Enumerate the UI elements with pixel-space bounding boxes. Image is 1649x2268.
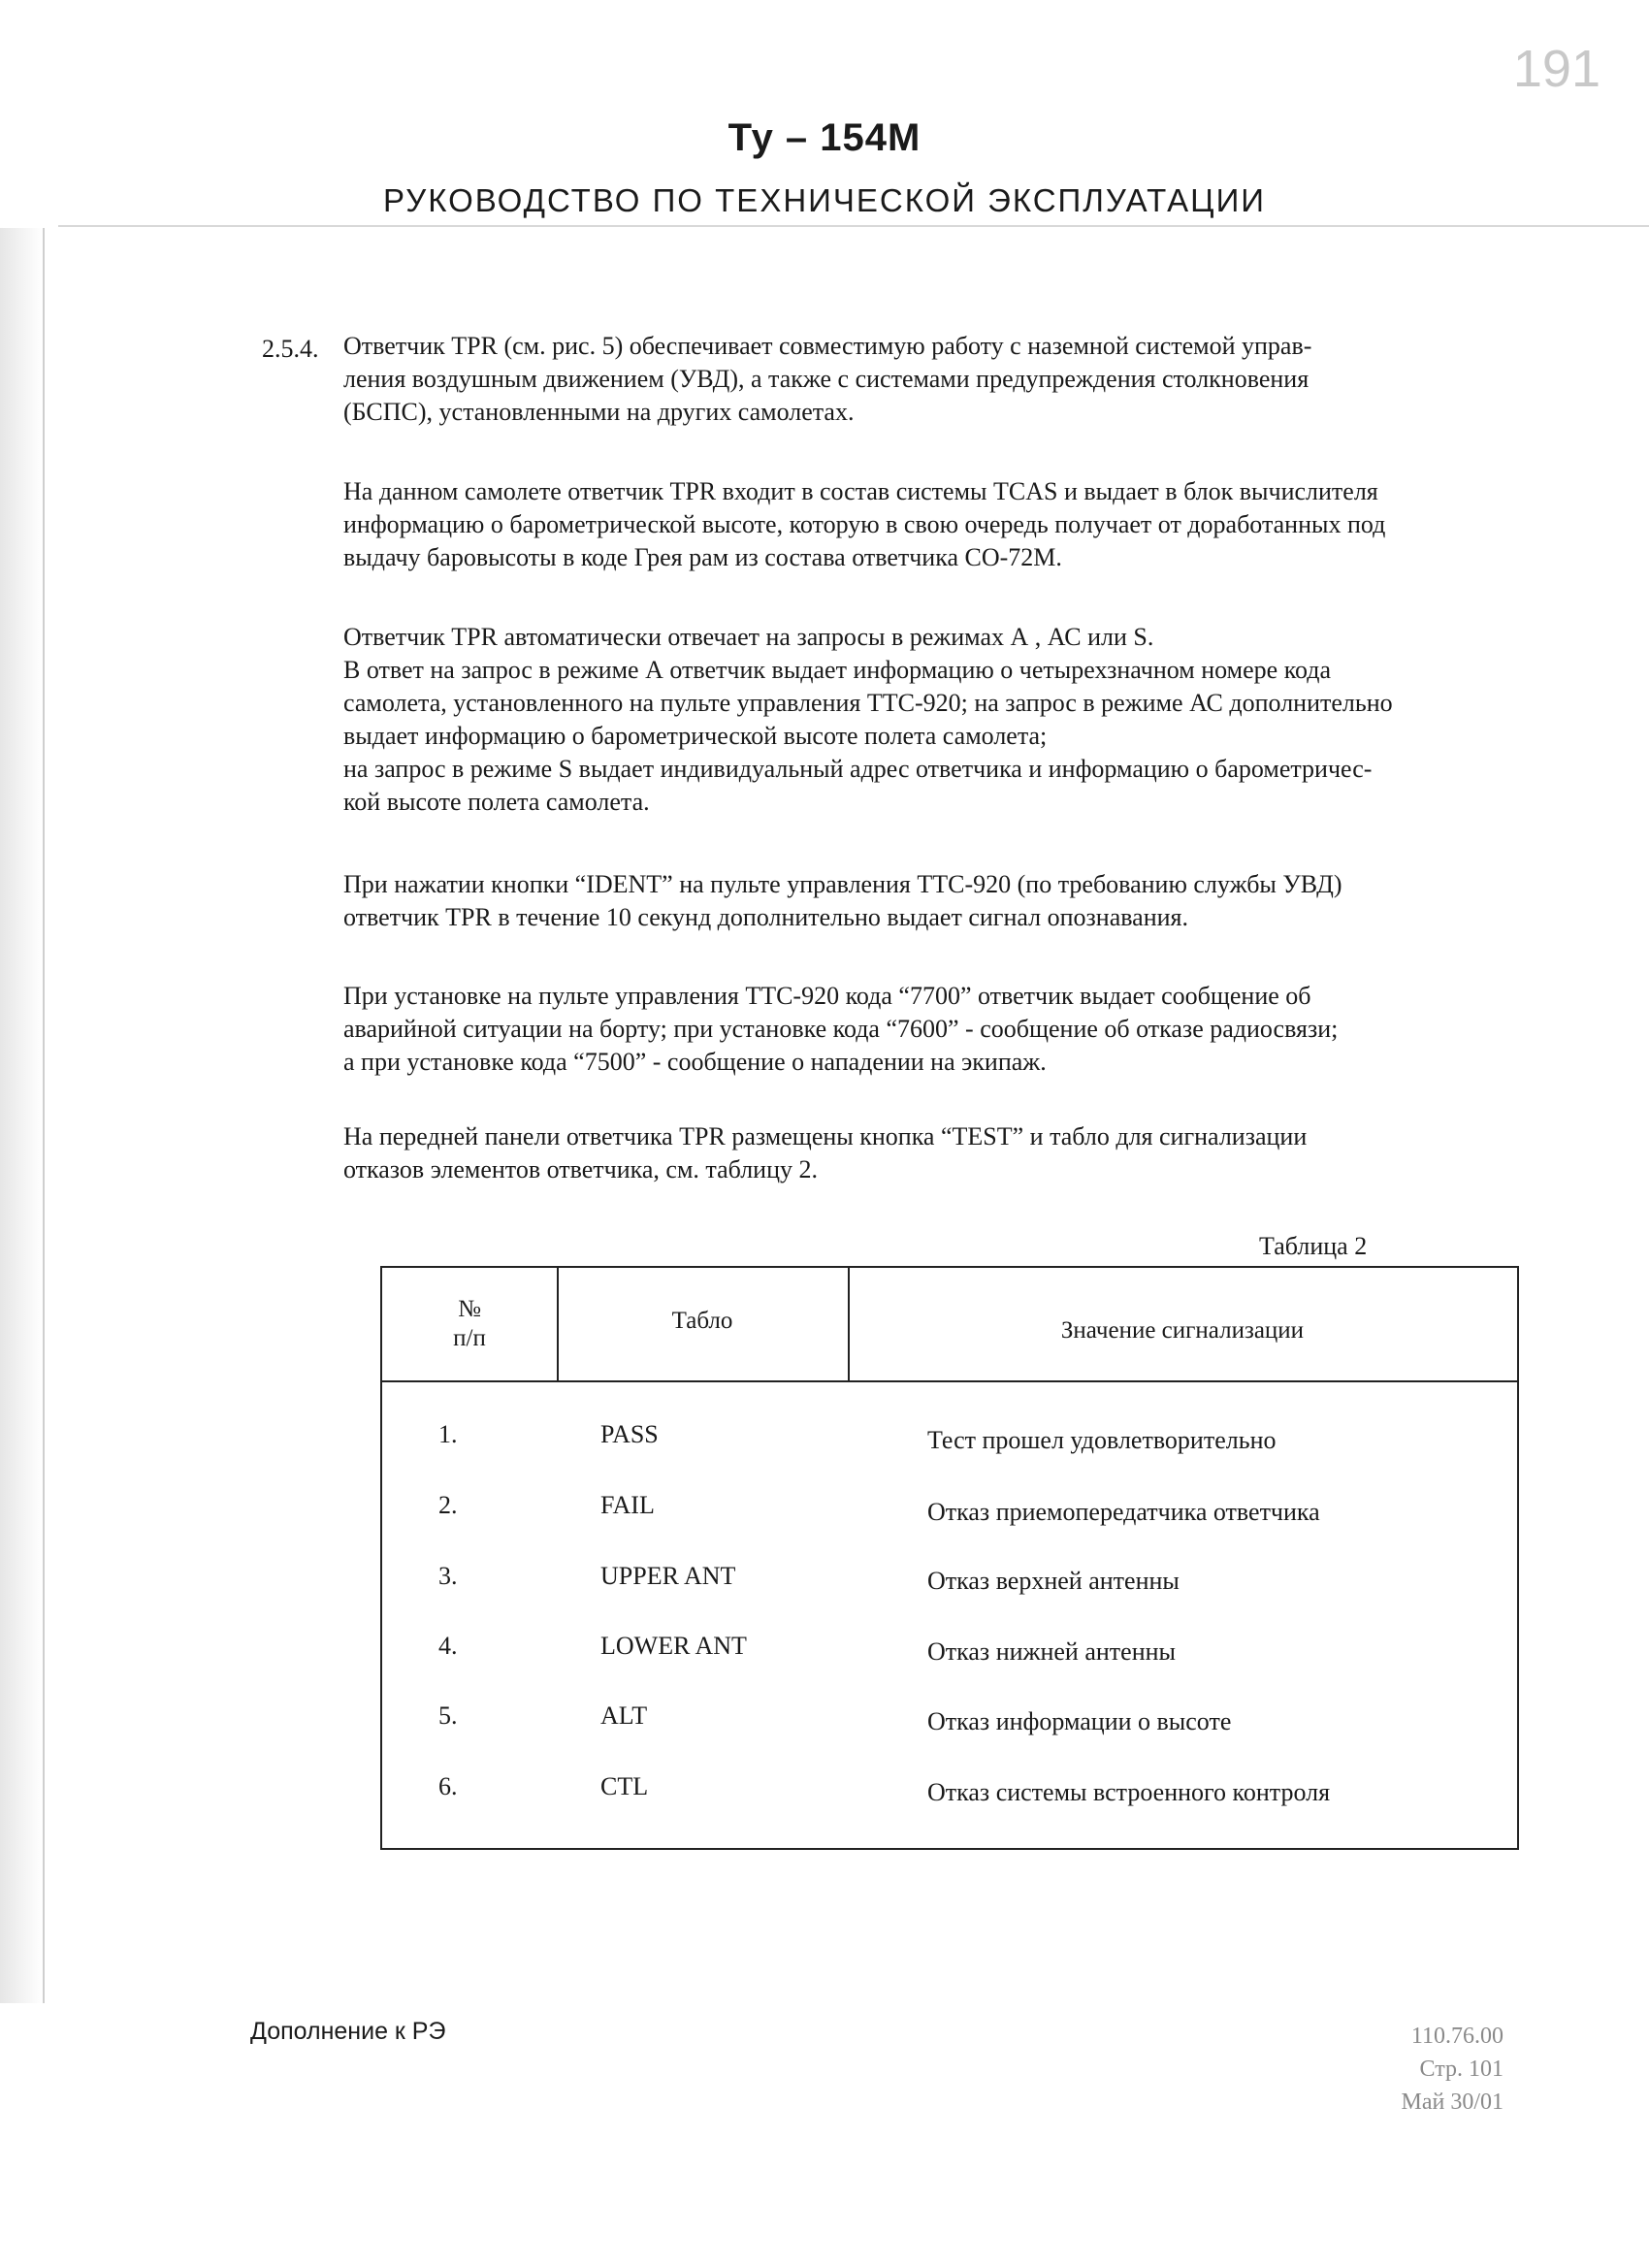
paragraph-6 (343, 1120, 1566, 1186)
row-display: CTL (600, 1772, 649, 1800)
footer-page-number: Стр. 101 (1419, 2057, 1504, 2082)
paragraph-line: кой высоте полета самолета. (343, 788, 650, 816)
row-meaning: Отказ информации о высоте (927, 1707, 1232, 1735)
row-display: FAIL (600, 1491, 655, 1519)
header-number-symbol: № (458, 1296, 481, 1322)
paragraph-line: ления воздушным движением (УВД), а также с системами предупреждения столкновения (343, 365, 1310, 393)
row-display: PASS (600, 1420, 659, 1448)
paragraph-line: ответчик TPR в течение 10 секунд дополнительно выдает сигнал опознавания. (343, 903, 1189, 931)
row-display: ALT (600, 1701, 648, 1730)
paragraph-line: на запрос в режиме S выдает индивидуальный адрес ответчика и информацию о барометричес- (343, 755, 1373, 783)
paragraph-line: аварийной ситуации на борту; при установке кода “7600” - сообщение об отказе радиосвязи; (343, 1015, 1339, 1043)
page-edge-left (0, 228, 45, 2003)
paragraph-line: При нажатии кнопки “IDENT” на пульте управления ТТС-920 (по требованию службы УВД) (343, 870, 1342, 898)
paragraph-line: самолета, установленного на пульте управления ТТС-920; на запрос в режиме АС дополнительно (343, 689, 1393, 717)
footer-supplement-label: Дополнение к РЭ (250, 2018, 446, 2045)
paragraph-line: а при установке кода “7500” - сообщение о нападении на экипаж. (343, 1048, 1047, 1076)
paragraph-line: информацию о барометрической высоте, которую в свою очередь получает от доработанных под (343, 510, 1386, 538)
paragraph-3 (343, 621, 1566, 819)
signal-table (380, 1266, 1519, 1850)
row-number: 6. (438, 1772, 458, 1800)
row-number: 3. (438, 1562, 458, 1590)
paragraph-line: выдает информацию о барометрической высоте полета самолета; (343, 722, 1048, 750)
row-meaning: Отказ приемопередатчика ответчика (927, 1498, 1320, 1526)
row-meaning: Тест прошел удовлетворительно (927, 1426, 1277, 1454)
paragraph-line: отказов элементов ответчика, см. таблицу 2. (343, 1155, 819, 1183)
paragraph-line: На данном самолете ответчик TPR входит в состав системы TCAS и выдает в блок вычислителя (343, 477, 1378, 505)
row-meaning: Отказ верхней антенны (927, 1567, 1180, 1595)
row-number: 5. (438, 1701, 458, 1730)
header-number-abbr: п/п (453, 1325, 486, 1351)
footer-page-info (1358, 2020, 1504, 2119)
paragraph-1 (343, 330, 1566, 429)
table-caption: Таблица 2 (1259, 1232, 1368, 1260)
paragraph-line: При установке на пульте управления ТТС-920 кода “7700” ответчик выдает сообщение об (343, 982, 1311, 1010)
header-meaning: Значение сигнализации (1060, 1317, 1305, 1344)
row-display: UPPER ANT (600, 1562, 736, 1590)
paragraph-line: На передней панели ответчика TPR размещены кнопка “TEST” и табло для сигнализации (343, 1122, 1308, 1150)
paragraph-line: Ответчик TPR (см. рис. 5) обеспечивает совместимую работу с наземной системой управ- (343, 332, 1312, 360)
manual-title: РУКОВОДСТВО ПО ТЕХНИЧЕСКОЙ ЭКСПЛУАТАЦИИ (382, 182, 1267, 218)
page-edge-top (58, 225, 1649, 227)
paragraph-line: В ответ на запрос в режиме А ответчик выдает информацию о четырехзначном номере кода (343, 656, 1332, 684)
header-number (382, 1295, 557, 1353)
row-number: 2. (438, 1491, 458, 1519)
row-display: LOWER ANT (600, 1632, 747, 1660)
row-meaning: Отказ нижней антенны (927, 1637, 1177, 1666)
paragraph-line: Ответчик TPR автоматически отвечает на запросы в режимах А , АС или S. (343, 623, 1154, 651)
paragraph-line: (БСПС), установленными на других самолетах. (343, 398, 855, 426)
footer-date: Май 30/01 (1401, 2090, 1504, 2115)
paragraph-5 (343, 980, 1566, 1079)
row-number: 4. (438, 1632, 458, 1660)
row-meaning: Отказ системы встроенного контроля (927, 1778, 1331, 1806)
table-header-divider (382, 1380, 1517, 1382)
header-display: Табло (671, 1308, 733, 1334)
section-number: 2.5.4. (262, 335, 319, 363)
row-number: 1. (438, 1420, 458, 1448)
corner-page-mark: 191 (1512, 40, 1600, 98)
paragraph-2 (343, 475, 1566, 574)
aircraft-model-title: Ту – 154М (728, 116, 922, 159)
paragraph-4 (343, 868, 1566, 934)
footer-doc-number: 110.76.00 (1410, 2024, 1504, 2049)
paragraph-line: выдачу баровысоты в коде Грея рам из состава ответчика СО-72М. (343, 543, 1062, 571)
